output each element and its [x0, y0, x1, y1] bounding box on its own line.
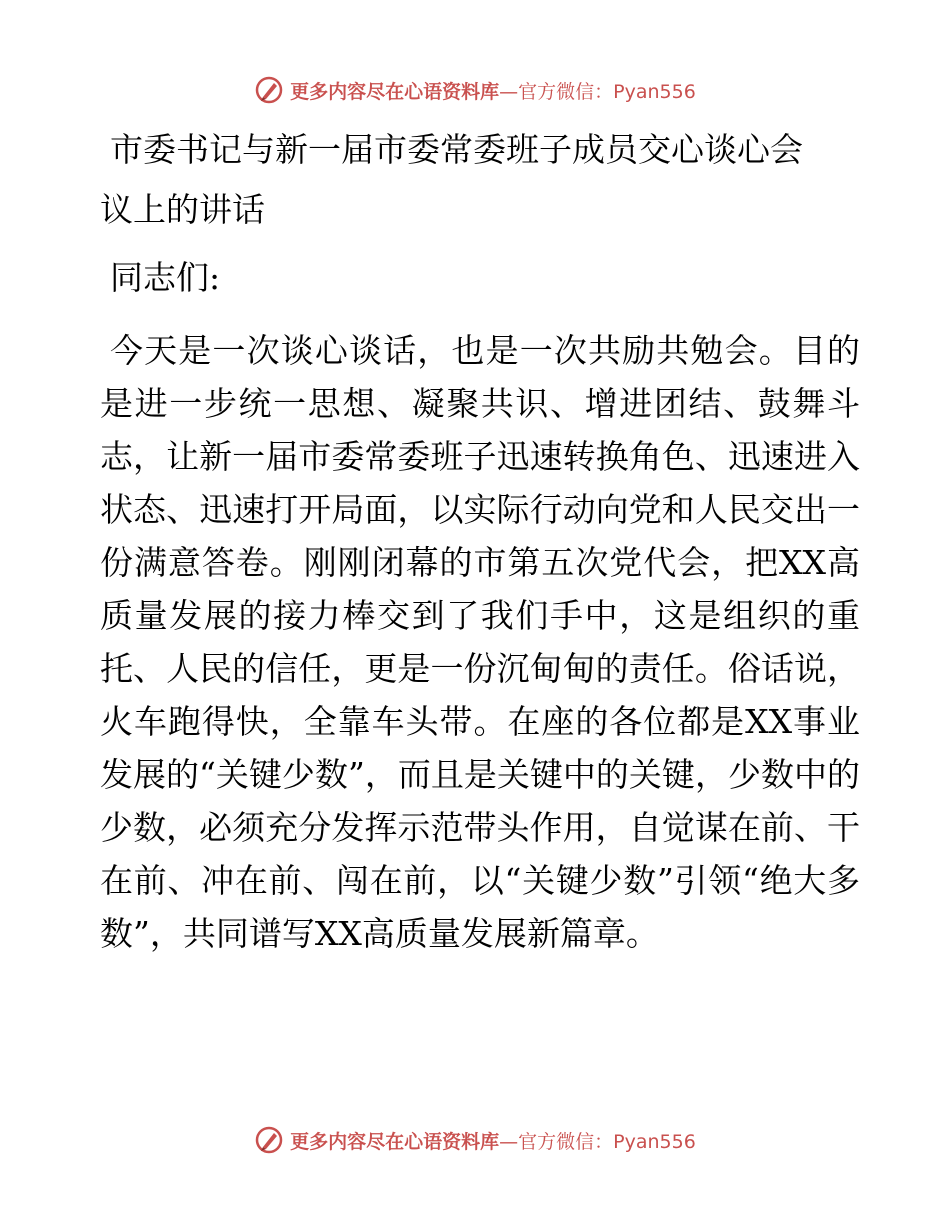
speech-paragraph: 今天是一次谈心谈话，也是一次共励共勉会。目的是进一步统一思想、凝聚共识、增进团结、鼓舞斗志，让新一届市委常委班子迅速转换角色、迅速进入状态、迅速打开局面，以实际行动向党和人民交出一份满意答卷。刚刚闭幕的市第五次党代会，把XX高质量发展的接力棒交到了我们手中，这是组织的重托、人民的信任，更是一份沉甸甸的责任。俗话说，火车跑得快，全靠车头带。在座的各位都是XX事业发展的“关键少数”，而且是关键中的关键，少数中的少数，必须充分发挥示范带头作用，自觉谋在前、干在前、冲在前、闯在前，以“关键少数”引领“绝大多数”，共同谱写XX高质量发展新篇章。	[100, 331, 860, 953]
header-banner-main: 更多内容尽在心语资料库	[290, 80, 500, 103]
footer-banner	[0, 1120, 950, 1160]
title-line-2: 议上的讲话	[100, 190, 265, 229]
title-line-1: 市委书记与新一届市委常委班子成员交心谈心会	[110, 130, 803, 169]
pen-logo-icon	[254, 1125, 284, 1155]
document-title	[100, 120, 860, 240]
greeting: 同志们:	[110, 258, 221, 297]
header-banner-sub: —官方微信：Pyan556	[499, 80, 696, 103]
pen-logo-icon	[254, 75, 284, 105]
header-banner	[0, 70, 950, 110]
footer-banner-sub: —官方微信：Pyan556	[499, 1130, 696, 1153]
document-body	[100, 120, 860, 960]
footer-banner-main: 更多内容尽在心语资料库	[290, 1130, 500, 1153]
